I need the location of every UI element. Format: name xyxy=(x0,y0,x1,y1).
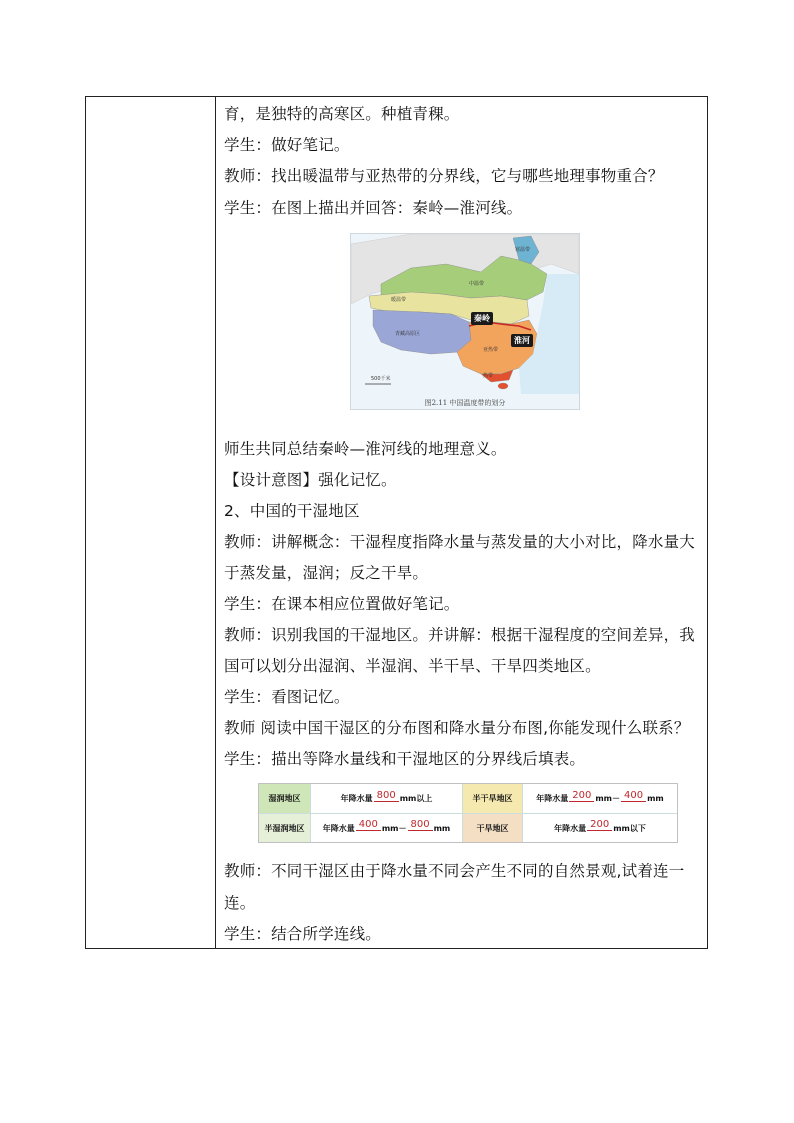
column-divider xyxy=(215,97,216,948)
answer-value[interactable]: 400 xyxy=(621,790,646,802)
huaihe-label: 淮河 xyxy=(511,334,533,347)
answer-value[interactable]: 200 xyxy=(587,819,612,831)
temperature-zone-map xyxy=(350,233,580,410)
text-line: 育，是独特的高寒区。种植青稞。 xyxy=(224,105,460,123)
text-line: 教师：不同干湿区由于降水量不同会产生不同的自然景观,试着连一 xyxy=(224,862,685,880)
qinling-label: 秦岭 xyxy=(471,312,493,325)
table-cell-semi-humid: 半湿润地区 xyxy=(259,814,311,842)
region-label: 亚热带 xyxy=(483,347,499,353)
answer-value[interactable]: 800 xyxy=(374,790,399,802)
text-line: 学生：结合所学连线。 xyxy=(224,925,382,943)
text-line: 【设计意图】强化记忆。 xyxy=(224,471,397,489)
text-line: 教师：讲解概念：干湿程度指降水量与蒸发量的大小对比，降水量大 xyxy=(224,533,696,551)
plateau-zone xyxy=(373,310,471,354)
region-label: 青藏高原区 xyxy=(395,331,421,337)
scale-label: 500千米 xyxy=(371,376,391,382)
region-label: 中温带 xyxy=(469,281,485,287)
text-line: 于蒸发量，湿润；反之干旱。 xyxy=(224,564,429,582)
answer-value[interactable]: 200 xyxy=(569,790,594,802)
region-label: 热带 xyxy=(483,373,494,379)
answer-value[interactable]: 800 xyxy=(408,819,433,831)
text-line: 教师 阅读中国干湿区的分布图和降水量分布图,你能发现什么联系？ xyxy=(224,719,690,737)
answer-value[interactable]: 400 xyxy=(356,819,381,831)
hainan-island xyxy=(498,383,508,389)
text-line: 教师：找出暖温带与亚热带的分界线，它与哪些地理事物重合？ xyxy=(224,167,664,185)
lesson-table xyxy=(85,96,708,949)
table-cell-semi-humid-rain: 年降水量 400 mm－ 800 mm xyxy=(311,814,463,842)
map-caption: 图2.11 中国温度带的划分 xyxy=(424,399,506,407)
table-cell-semi-arid: 半干旱地区 xyxy=(463,784,523,814)
text-line: 学生：在图上描出并回答：秦岭—淮河线。 xyxy=(224,199,523,217)
text-line: 2、中国的干湿地区 xyxy=(224,502,360,520)
table-cell-arid-rain: 年降水量 200 mm以下 xyxy=(523,814,677,842)
precipitation-table xyxy=(258,783,678,843)
table-cell-arid: 干旱地区 xyxy=(463,814,523,842)
text-line: 学生：描出等降水量线和干湿地区的分界线后填表。 xyxy=(224,750,586,768)
region-label: 暖温带 xyxy=(391,297,407,303)
table-cell-humid: 湿润地区 xyxy=(259,784,311,814)
map-graphic xyxy=(351,234,579,394)
text-line: 连。 xyxy=(224,894,256,912)
region-label: 寒温带 xyxy=(515,247,531,253)
table-cell-semi-arid-rain: 年降水量 200 mm－ 400 mm xyxy=(523,784,677,814)
text-line: 师生共同总结秦岭—淮河线的地理意义。 xyxy=(224,440,507,458)
text-line: 学生：做好笔记。 xyxy=(224,136,350,154)
table-cell-humid-rain: 年降水量 800 mm以上 xyxy=(311,784,463,814)
text-line: 学生：在课本相应位置做好笔记。 xyxy=(224,595,460,613)
text-line: 学生：看图记忆。 xyxy=(224,688,350,706)
text-line: 国可以划分出湿润、半湿润、半干旱、干旱四类地区。 xyxy=(224,657,601,675)
text-line: 教师：识别我国的干湿地区。并讲解：根据干湿程度的空间差异，我 xyxy=(224,626,696,644)
